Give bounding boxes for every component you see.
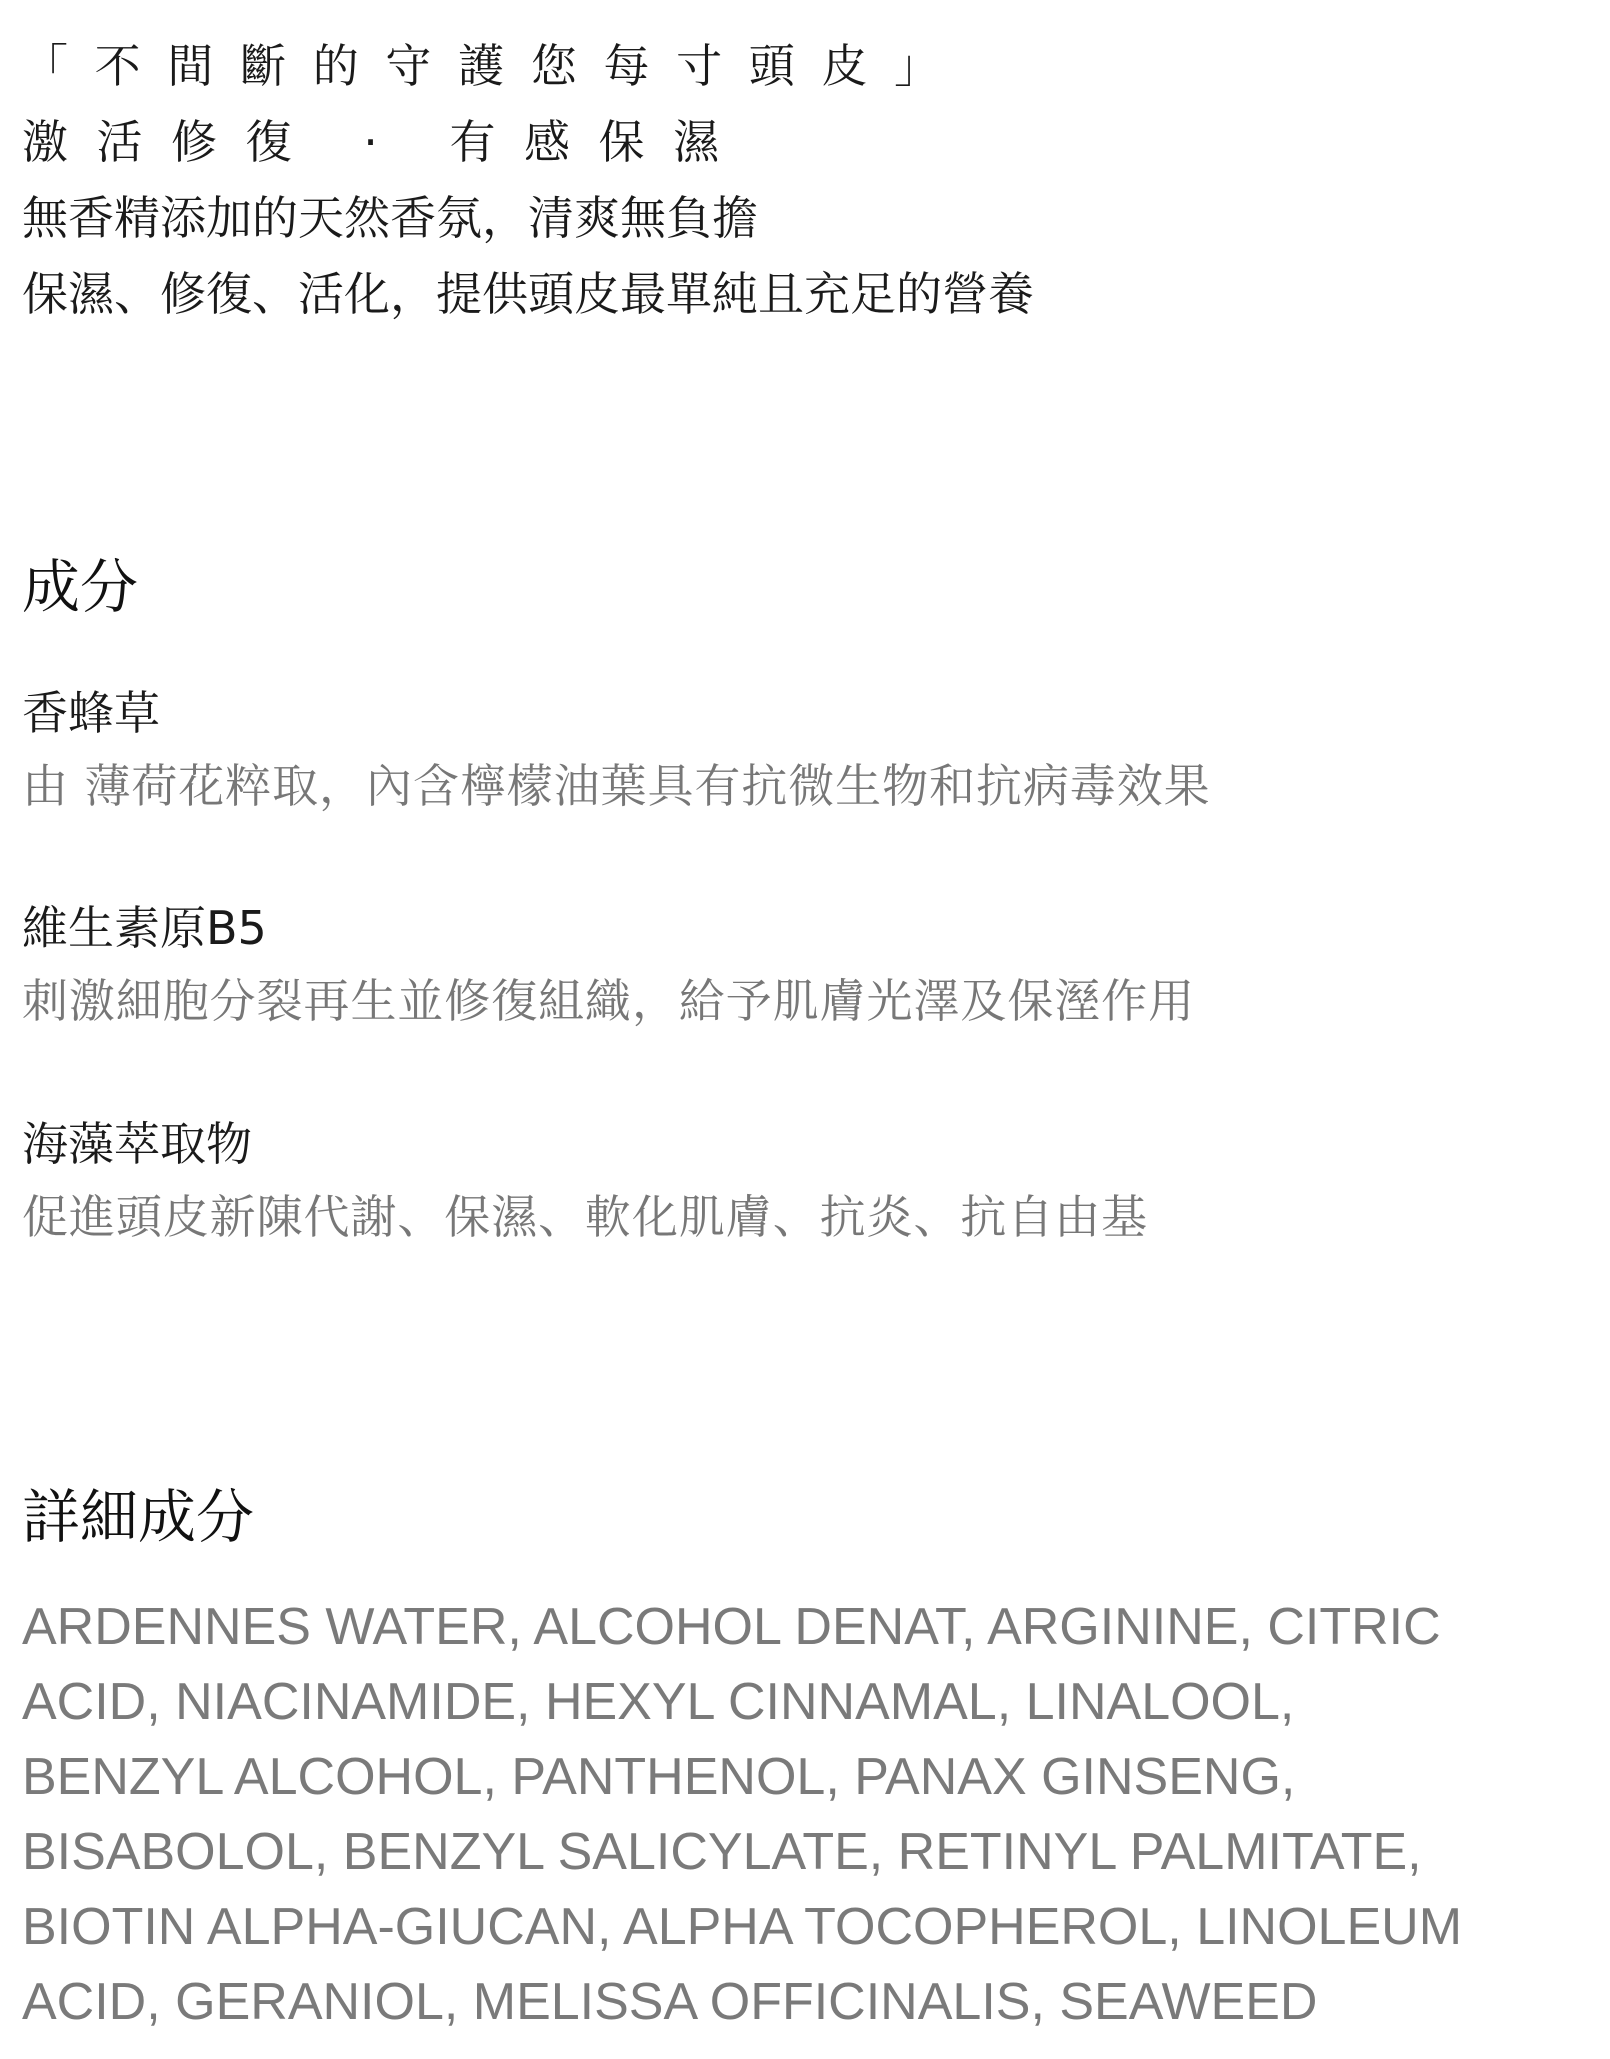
ingredient-description: 促進頭皮新陳代謝、保濕、軟化肌膚、抗炎、抗自由基 [22,1190,1149,1244]
detail-ingredients-line: ARDENNES WATER, ALCOHOL DENAT, ARGININE, CITRIC [22,1598,1441,1656]
detail-ingredients-line: ACID, GERANIOL, MELISSA OFFICINALIS, SEAWEED [22,1973,1318,2031]
detail-ingredients-line: BENZYL ALCOHOL, PANTHENOL, PANAX GINSENG, [22,1748,1296,1806]
ingredient-description: 由 薄荷花粹取，內含檸檬油葉具有抗微生物和抗病毒效果 [22,759,1211,813]
detail-ingredients-list [22,1590,1602,2040]
intro-block [22,28,1034,332]
detail-ingredients-line: BISABOLOL, BENZYL SALICYLATE, RETINYL PALMITATE, [22,1823,1422,1881]
ingredient-name: 香蜂草 [22,686,160,740]
intro-summary: 保濕、修復、活化，提供頭皮最單純且充足的營養 [22,267,1034,321]
intro-tagline: 「不間斷的守護您每寸頭皮」 [22,39,967,93]
intro-benefits: 激活修復 · 有感保濕 [22,115,748,169]
detail-ingredients-line: ACID, NIACINAMIDE, HEXYL CINNAMAL, LINALOOL, [22,1673,1295,1731]
detail-ingredients-line: BIOTIN ALPHA-GIUCAN, ALPHA TOCOPHEROL, LINOLEUM [22,1898,1463,1956]
ingredient-name: 海藻萃取物 [22,1117,252,1171]
intro-fragrance: 無香精添加的天然香氛，清爽無負擔 [22,191,758,245]
ingredient-description: 刺激細胞分裂再生並修復組織，給予肌膚光澤及保溼作用 [22,974,1195,1028]
detail-ingredients-title: 詳細成分 [22,1483,255,1551]
ingredients-title: 成分 [22,553,139,621]
ingredient-name: 維生素原B5 [22,901,267,955]
